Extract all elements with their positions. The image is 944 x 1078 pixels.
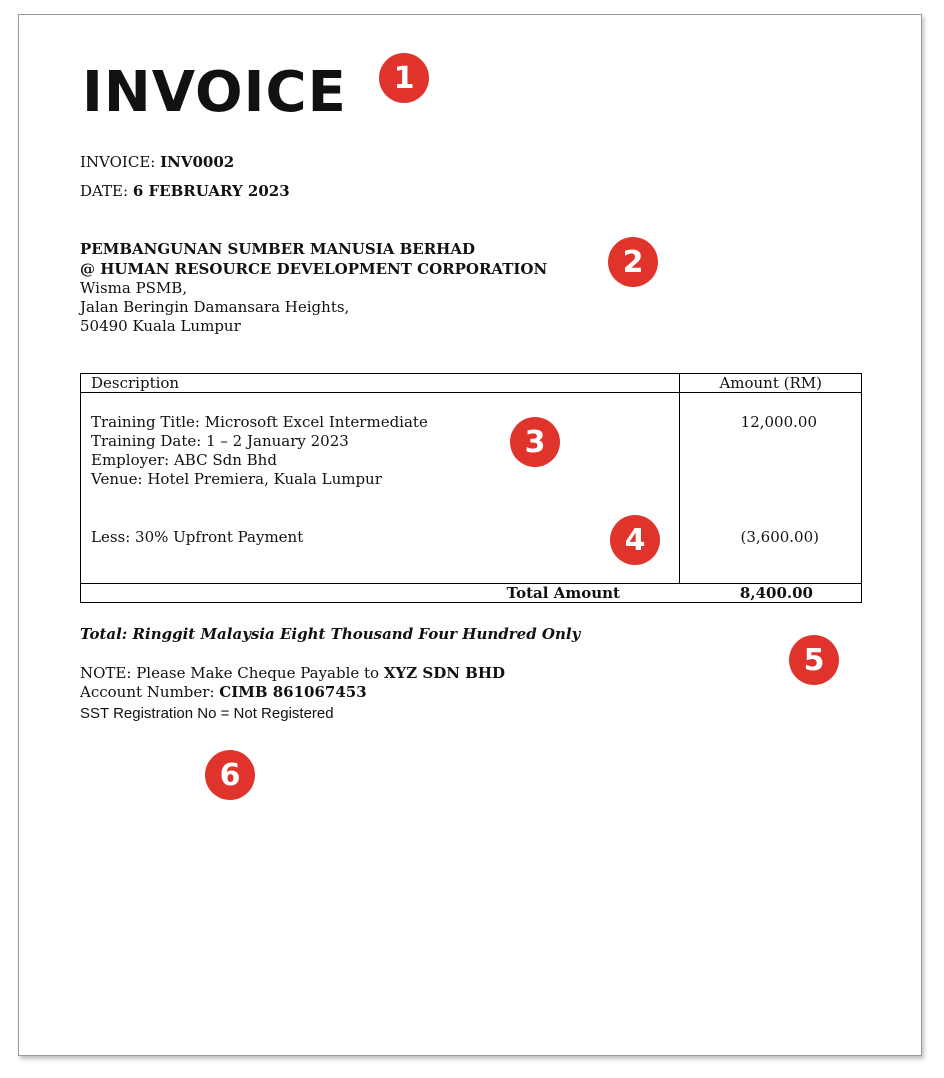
total-row [81, 584, 862, 603]
callout-badge-4: 4 [610, 515, 660, 565]
invoice-number [80, 153, 234, 171]
cheque-note-prefix: NOTE: Please Make Cheque Payable to [80, 664, 384, 682]
invoice-number-label: INVOICE: [80, 153, 156, 171]
invoice-date-value: 6 FEBRUARY 2023 [132, 182, 290, 200]
training-venue: Venue: Hotel Premiera, Kuala Lumpur [91, 470, 382, 488]
invoice-date [80, 182, 290, 200]
invoice-items-table [80, 373, 862, 603]
training-amount: 12,000.00 [740, 413, 817, 431]
callout-badge-3: 3 [510, 417, 560, 467]
callout-badge-1: 1 [379, 53, 429, 103]
account-number-value: CIMB 861067453 [219, 683, 367, 701]
recipient-name-line2: @ HUMAN RESOURCE DEVELOPMENT CORPORATION [80, 260, 548, 278]
header-description: Description [81, 374, 680, 393]
recipient-address-line: 50490 Kuala Lumpur [80, 317, 241, 335]
less-upfront-label: Less: 30% Upfront Payment [91, 528, 304, 546]
callout-badge-5: 5 [789, 635, 839, 685]
training-date: Training Date: 1 – 2 January 2023 [91, 432, 349, 450]
invoice-title: INVOICE [82, 60, 347, 125]
total-amount-value: 8,400.00 [680, 584, 862, 603]
table-header-row [81, 374, 862, 393]
account-number [80, 683, 367, 701]
invoice-date-label: DATE: [80, 182, 129, 200]
total-amount-label: Total Amount [81, 584, 680, 603]
account-number-label: Account Number: [80, 683, 220, 701]
training-title: Training Title: Microsoft Excel Intermediate [91, 413, 428, 431]
description-cell [81, 393, 680, 584]
cheque-payee: XYZ SDN BHD [383, 664, 506, 682]
recipient-address-line: Jalan Beringin Damansara Heights, [80, 298, 350, 316]
callout-badge-6: 6 [205, 750, 255, 800]
recipient-name-line1: PEMBANGUNAN SUMBER MANUSIA BERHAD [80, 240, 475, 258]
invoice-number-value: INV0002 [160, 153, 235, 171]
header-amount: Amount (RM) [680, 374, 862, 393]
amount-cell [680, 393, 862, 584]
training-employer: Employer: ABC Sdn Bhd [91, 451, 277, 469]
table-row [81, 393, 862, 584]
cheque-note [80, 664, 505, 682]
callout-badge-2: 2 [608, 237, 658, 287]
total-in-words: Total: Ringgit Malaysia Eight Thousand Four Hundred Only [80, 625, 581, 643]
recipient-address-line: Wisma PSMB, [80, 279, 188, 297]
sst-registration: SST Registration No = Not Registered [80, 705, 334, 722]
less-upfront-amount: (3,600.00) [740, 528, 819, 546]
